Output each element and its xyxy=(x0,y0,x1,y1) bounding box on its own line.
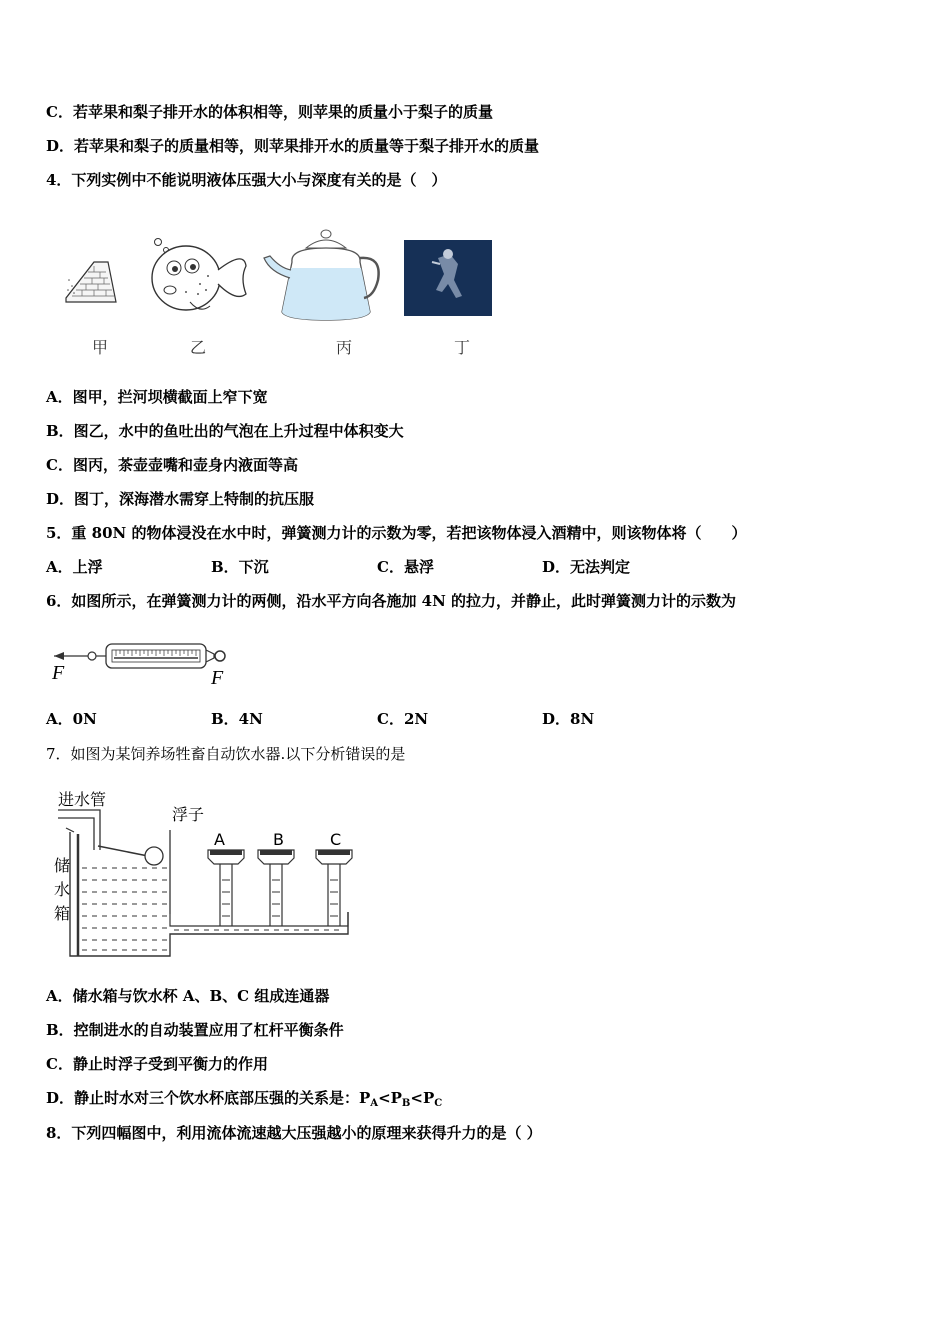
label-float: 浮子 xyxy=(172,805,205,824)
spring-scale-figure xyxy=(48,636,238,692)
caption-jia: 甲 xyxy=(92,338,109,357)
q3-option-d: D．若苹果和梨子的质量相等，则苹果排开水的质量等于梨子排开水的质量 xyxy=(46,137,540,155)
q7-option-a: A．储水箱与饮水杯 A、B、C 组成连通器 xyxy=(46,987,330,1005)
q7-option-c: C．静止时浮子受到平衡力的作用 xyxy=(46,1055,268,1073)
q4-option-a: A．图甲，拦河坝横截面上窄下宽 xyxy=(46,388,268,406)
label-tank-1: 储 xyxy=(54,856,71,875)
water-dispenser-figure xyxy=(48,784,364,964)
caption-ding: 丁 xyxy=(454,338,471,357)
q6-option-d: D．8N xyxy=(542,710,595,728)
q5-option-d: D．无法判定 xyxy=(542,558,631,576)
force-label-left: F xyxy=(52,662,65,684)
label-tank-2: 水 xyxy=(54,880,71,899)
diver-photo xyxy=(404,240,492,316)
caption-bing: 丙 xyxy=(336,338,353,357)
q6-stem: 6．如图所示，在弹簧测力计的两侧，沿水平方向各施加 4N 的拉力，并静止，此时弹簧测力计的示数为 xyxy=(46,592,737,610)
pressure-c: $P_C$ xyxy=(422,1089,443,1109)
q7-option-d: D．静止时水对三个饮水杯底部压强的关系是：$P_A<P_B<P_C$ xyxy=(46,1089,443,1109)
teapot-figure xyxy=(260,228,384,324)
q6-option-a: A．0N xyxy=(46,710,97,728)
caption-yi: 乙 xyxy=(190,338,207,357)
label-cup-a: A xyxy=(214,830,225,849)
q4-option-d: D．图丁，深海潜水需穿上特制的抗压服 xyxy=(46,490,315,508)
label-cup-b: B xyxy=(273,830,284,849)
q6-option-b: B．4N xyxy=(211,710,263,728)
q4-option-c: C．图丙，茶壶壶嘴和壶身内液面等高 xyxy=(46,456,298,474)
q5-option-b: B．下沉 xyxy=(211,558,269,576)
q3-option-c: C．若苹果和梨子排开水的体积相等，则苹果的质量小于梨子的质量 xyxy=(46,103,493,121)
q8-stem: 8．下列四幅图中，利用流体流速越大压强越小的原理来获得升力的是（ ） xyxy=(46,1124,542,1142)
q4-stem: 4．下列实例中不能说明液体压强大小与深度有关的是（ ） xyxy=(46,171,447,189)
label-tank-3: 箱 xyxy=(54,904,71,923)
force-label-right: F xyxy=(211,667,224,689)
q4-figure-row xyxy=(60,232,500,332)
fish-figure xyxy=(140,236,250,316)
label-cup-c: C xyxy=(330,830,342,849)
q5-stem: 5．重 80N 的物体浸没在水中时，弹簧测力计的示数为零，若把该物体浸入酒精中，则该物体将（ ） xyxy=(46,524,747,542)
q7-option-b: B．控制进水的自动装置应用了杠杆平衡条件 xyxy=(46,1021,344,1039)
pressure-b: $P_B$ xyxy=(390,1089,411,1109)
pressure-a: $P_A$ xyxy=(359,1089,379,1109)
q7-stem: 7．如图为某饲养场牲畜自动饮水器.以下分析错误的是 xyxy=(46,745,406,763)
label-inlet-pipe: 进水管 xyxy=(58,790,107,809)
q5-option-a: A．上浮 xyxy=(46,558,103,576)
q6-option-c: C．2N xyxy=(377,710,429,728)
q5-option-c: C．悬浮 xyxy=(377,558,434,576)
dam-figure xyxy=(64,260,118,304)
q7-option-d-text: D．静止时水对三个饮水杯底部压强的关系是： xyxy=(46,1089,360,1107)
q4-option-b: B．图乙，水中的鱼吐出的气泡在上升过程中体积变大 xyxy=(46,422,404,440)
